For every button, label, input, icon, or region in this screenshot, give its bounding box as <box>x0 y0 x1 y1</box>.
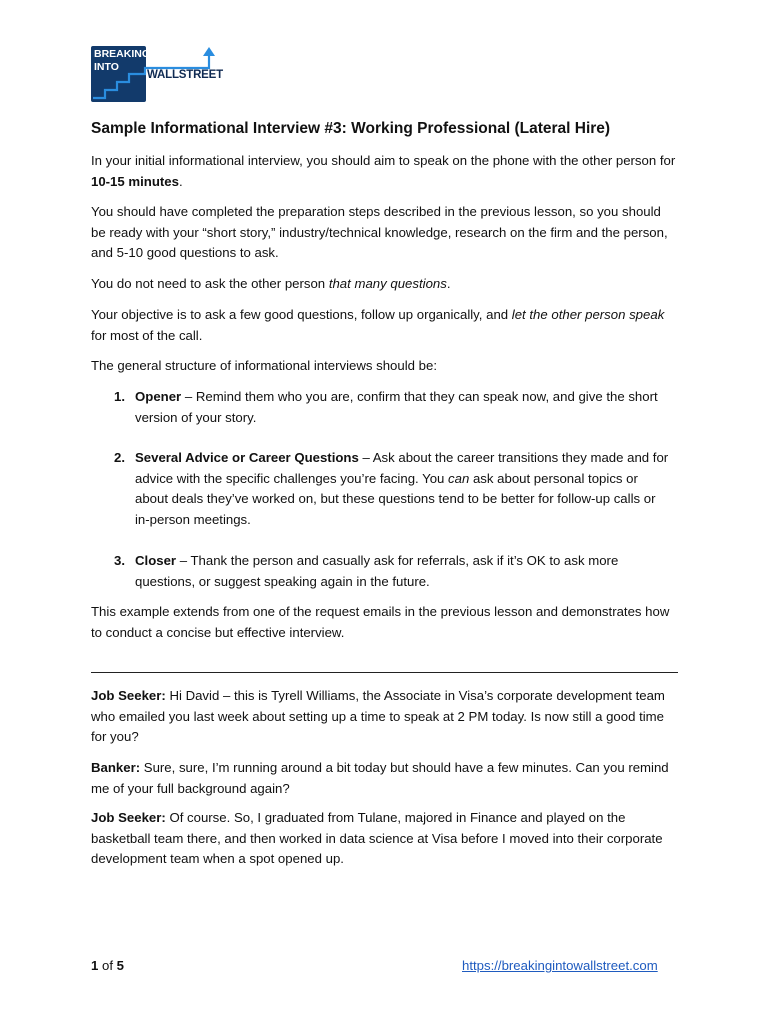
page-current: 1 <box>91 958 99 973</box>
logo-text-into: INTO <box>94 61 119 73</box>
paragraph-example: This example extends from one of the request emails in the previous lesson and demonstrates how to conduct a concise but effective interview. <box>91 604 670 640</box>
dialog-job-seeker-2 <box>91 808 679 870</box>
list-item-3-text: – Thank the person and casually ask for referrals, ask if it’s OK to ask more questions, or suggest speaking again in the future. <box>135 553 619 589</box>
list-item-2-heading: Several Advice or Career Questions <box>135 450 359 465</box>
website-link[interactable]: https://breakingintowallstreet.com <box>462 958 658 973</box>
p1-end: . <box>178 173 183 189</box>
page-total: 5 <box>116 958 125 973</box>
dialog-text: Of course. So, I graduated from Tulane, majored in Finance and played on the basketball team there, and then worked in data science at Visa before I moved into their corporate development team when a spot opened up. <box>91 810 663 866</box>
list-number-2: 2. <box>114 450 125 465</box>
p3-text: You do not need to ask the other person <box>91 276 329 291</box>
dialog-text: Sure, sure, I’m running around a bit today but should have a few minutes. Can you remind me of your full background again? <box>91 760 669 796</box>
p4-end: for most of the call. <box>91 327 203 343</box>
list-item-opener <box>135 387 670 428</box>
p3-italic: that many questions <box>328 276 447 291</box>
dialog-job-seeker-1 <box>91 686 679 748</box>
p4-italic: let the other person speak <box>511 307 665 322</box>
list-item-2-end: ask about personal topics or about deals they’ve worked on, but these questions tend to be better for follow-up calls or in-person meetings. <box>135 470 656 527</box>
logo-text-wallstreet: WALLSTREET <box>147 69 223 81</box>
logo-text-breaking: BREAKING <box>94 48 151 60</box>
list-item-3-heading: Closer <box>135 553 177 568</box>
speaker-label: Job Seeker: <box>91 810 166 825</box>
paragraph-preparation: You should have completed the preparation steps described in the previous lesson, so you should be ready with your “short story,” industry/technical knowledge, research on the firm and the person, and 5-10 good questions to ask. <box>91 204 668 260</box>
page-of: of <box>98 958 117 973</box>
list-item-closer <box>135 551 670 592</box>
paragraph-questions <box>91 274 679 295</box>
list-number-3: 3. <box>114 553 125 568</box>
speaker-label: Job Seeker: <box>91 688 166 703</box>
list-number-1: 1. <box>114 389 125 404</box>
paragraph-structure: The general structure of informational interviews should be: <box>91 358 437 373</box>
dialog-text: Hi David – this is Tyrell Williams, the Associate in Visa’s corporate development team who emailed you last week about setting up a time to speak at 2 PM today. Is now still a good time for you? <box>91 688 665 744</box>
paragraph-objective <box>91 305 679 346</box>
p1-text: In your initial informational interview, you should aim to speak on the phone with the other person for <box>91 153 676 168</box>
list-item-1-heading: Opener <box>135 389 182 404</box>
dialog-banker-1 <box>91 758 679 799</box>
document-title: Sample Informational Interview #3: Working Professional (Lateral Hire) <box>91 120 611 137</box>
paragraph-intro <box>91 151 679 192</box>
horizontal-divider <box>91 672 678 673</box>
p4-text: Your objective is to ask a few good questions, follow up organically, and <box>91 307 512 322</box>
page-number <box>91 958 124 973</box>
list-item-2-italic: can <box>448 470 470 486</box>
speaker-label: Banker: <box>91 760 141 775</box>
list-item-1-text: – Remind them who you are, confirm that they can speak now, and give the short version of your story. <box>135 389 658 425</box>
p1-bold: 10-15 minutes <box>91 173 179 189</box>
breaking-into-wallstreet-logo <box>91 46 223 104</box>
list-item-questions <box>135 448 670 530</box>
p3-end: . <box>446 276 451 291</box>
list-item-2-text: – Ask about the career transitions they made and for advice with the specific challenges you’re facing. You <box>135 450 669 486</box>
